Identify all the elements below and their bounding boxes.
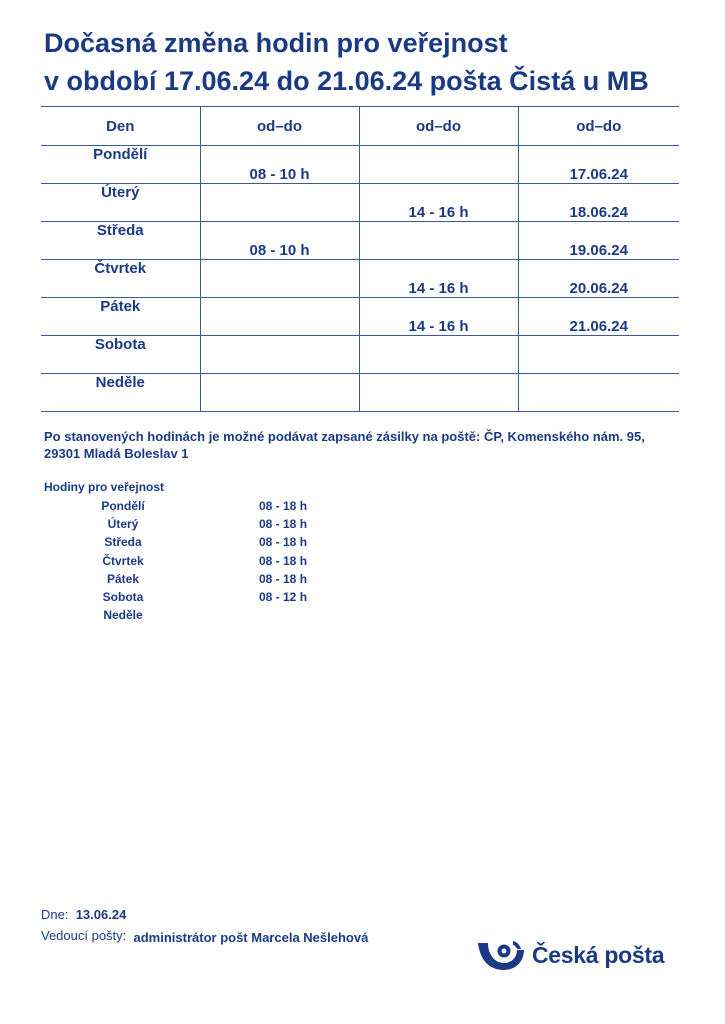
time-cell bbox=[359, 146, 518, 184]
regular-hours-list bbox=[70, 499, 370, 626]
date-cell bbox=[518, 374, 679, 412]
schedule-table bbox=[41, 106, 679, 412]
day-cell: Čtvrtek bbox=[41, 260, 200, 298]
date-cell: 17.06.24 bbox=[518, 146, 679, 184]
time-cell bbox=[200, 260, 359, 298]
date-label: Dne: bbox=[41, 907, 69, 922]
hours-day: Středa bbox=[104, 535, 142, 550]
logo-text: Česká pošta bbox=[532, 941, 665, 968]
table-row bbox=[41, 260, 679, 298]
time-cell bbox=[359, 374, 518, 412]
table-row bbox=[41, 298, 679, 336]
list-item bbox=[70, 590, 370, 608]
table-row bbox=[41, 374, 679, 412]
hours-time: 08 - 18 h bbox=[259, 517, 308, 532]
header-interval-1: od–do bbox=[200, 107, 359, 146]
time-cell bbox=[359, 222, 518, 260]
time-cell: 14 - 16 h bbox=[359, 184, 518, 222]
list-item bbox=[70, 499, 370, 517]
postal-horn-icon bbox=[477, 939, 525, 971]
time-cell: 14 - 16 h bbox=[359, 298, 518, 336]
alternate-post-office-note: Po stanovených hodinách je možné podávat zapsané zásilky na poště: ČP, Komenského nám. 95, 29301 Mladá Boleslav 1 bbox=[44, 429, 645, 461]
time-cell: 08 - 10 h bbox=[200, 146, 359, 184]
date-cell: 18.06.24 bbox=[518, 184, 679, 222]
ceska-posta-logo bbox=[477, 938, 664, 972]
date-cell: 20.06.24 bbox=[518, 260, 679, 298]
list-item bbox=[70, 535, 370, 553]
list-item bbox=[70, 572, 370, 590]
head-value: administrátor pošt Marcela Nešlehová bbox=[133, 930, 369, 945]
table-row bbox=[41, 222, 679, 260]
date-cell bbox=[518, 336, 679, 374]
hours-time: 08 - 18 h bbox=[259, 535, 308, 550]
hours-time: 08 - 18 h bbox=[259, 571, 308, 586]
regular-hours-title: Hodiny pro veřejnost bbox=[44, 480, 165, 494]
hours-day: Pondělí bbox=[101, 499, 145, 513]
day-cell: Pátek bbox=[41, 298, 200, 336]
day-cell: Pondělí bbox=[41, 146, 200, 184]
day-cell: Úterý bbox=[41, 184, 200, 222]
footer-head bbox=[41, 928, 368, 943]
hours-time: 08 - 18 h bbox=[259, 553, 308, 568]
hours-day: Pátek bbox=[106, 571, 140, 586]
header-day: Den bbox=[41, 107, 200, 146]
table-row bbox=[41, 146, 679, 184]
list-item bbox=[70, 517, 370, 535]
page-title bbox=[44, 24, 649, 100]
day-cell: Neděle bbox=[41, 374, 200, 412]
hours-day: Čtvrtek bbox=[102, 553, 144, 568]
time-cell: 08 - 10 h bbox=[200, 222, 359, 260]
table-header-row bbox=[41, 107, 679, 146]
hours-day: Úterý bbox=[107, 517, 139, 532]
head-label: Vedoucí pošty: bbox=[41, 928, 127, 943]
time-cell bbox=[200, 336, 359, 374]
header-interval-2: od–do bbox=[359, 107, 518, 146]
hours-day: Neděle bbox=[103, 608, 143, 623]
time-cell bbox=[200, 374, 359, 412]
time-cell bbox=[200, 184, 359, 222]
footer-date bbox=[41, 907, 126, 922]
list-item bbox=[70, 608, 370, 626]
table-row bbox=[41, 336, 679, 374]
hours-time: 08 - 12 h bbox=[259, 589, 308, 604]
time-cell: 14 - 16 h bbox=[359, 260, 518, 298]
day-cell: Sobota bbox=[41, 336, 200, 374]
date-cell: 21.06.24 bbox=[518, 298, 679, 336]
date-cell: 19.06.24 bbox=[518, 222, 679, 260]
header-interval-3: od–do bbox=[518, 107, 679, 146]
title-line-1: Dočasná změna hodin pro veřejnost bbox=[44, 28, 508, 58]
time-cell bbox=[359, 336, 518, 374]
list-item bbox=[70, 554, 370, 572]
time-cell bbox=[200, 298, 359, 336]
hours-day: Sobota bbox=[102, 589, 144, 604]
hours-time: 08 - 18 h bbox=[259, 499, 308, 513]
title-line-2: v období 17.06.24 do 21.06.24 pošta Čistá u MB bbox=[44, 66, 649, 96]
day-cell: Středa bbox=[41, 222, 200, 260]
table-row bbox=[41, 184, 679, 222]
date-value: 13.06.24 bbox=[75, 907, 127, 922]
